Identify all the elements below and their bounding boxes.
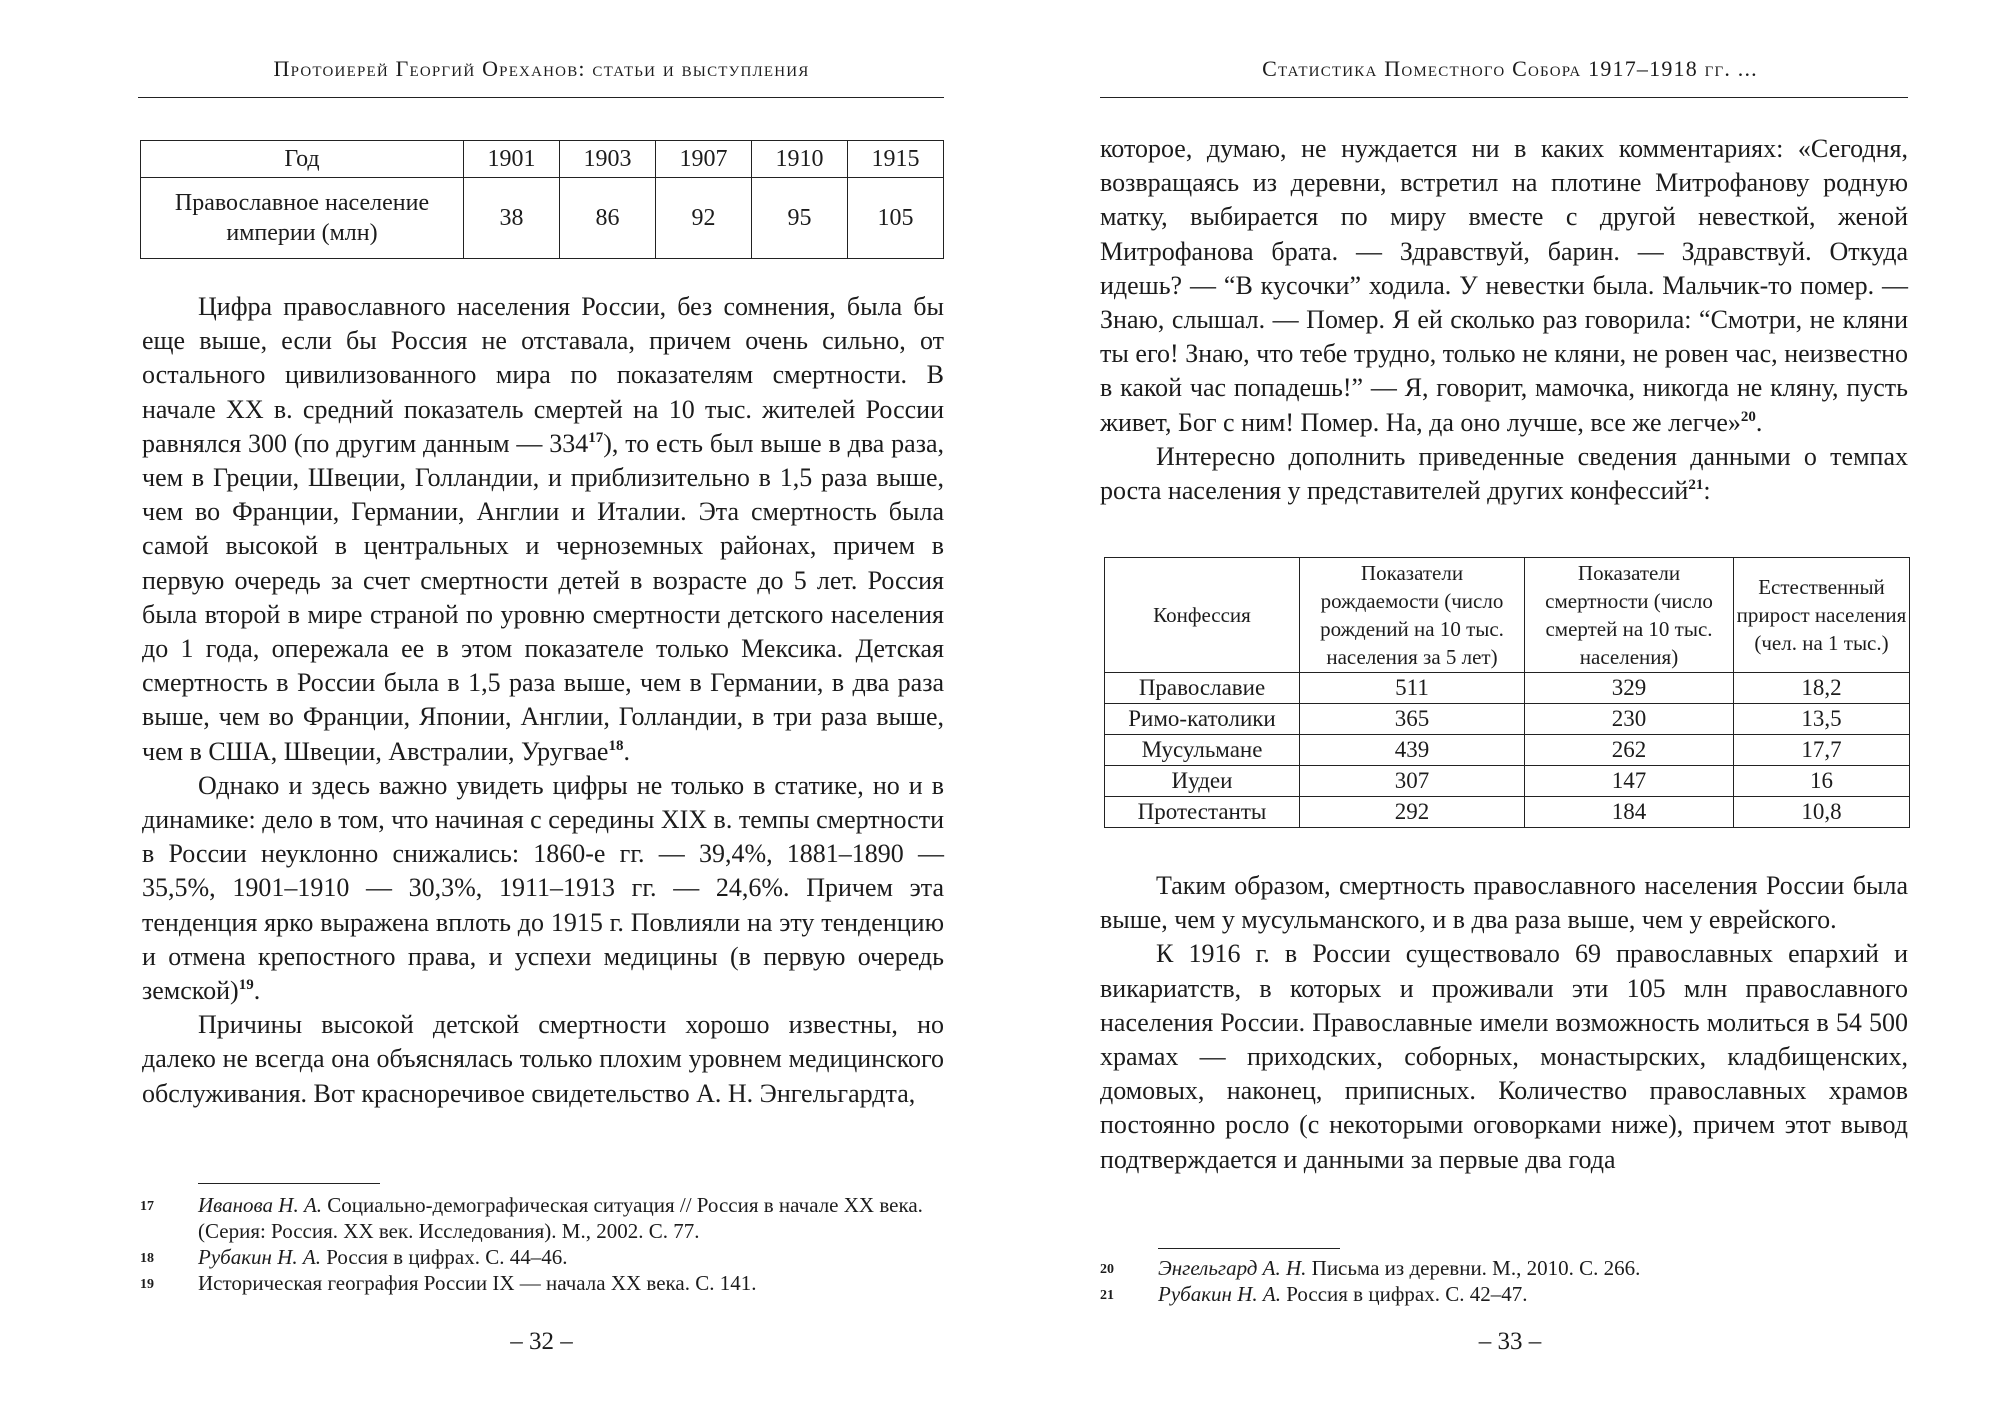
growth-cell: 10,8 [1734, 797, 1910, 828]
page-number: – 33 – [1478, 1328, 1542, 1355]
value-cell: 92 [656, 178, 752, 259]
main-text [1100, 132, 1908, 508]
footnote: 19 Историческая география России IX — начала XX века. С. 141. [140, 1270, 950, 1296]
paragraph: Однако и здесь важно увидеть цифры не только в статике, но и в динамике: дело в том, что начиная с середины XIX в. темпы смертности в России неуклонно снижались: 1860-е гг. — 39,4%, 1881–1890 — 35,5%, 1901–1910 — 30,3%, 1911–1913 гг. — 24,6%. Причем эта тенденция ярко выражена вплоть до 1915 г. Повлияли на эту тенденцию и отмена крепостного права, и успехи медицины (в первую очередь земской)$^{19}$. [142, 770, 944, 1006]
paragraph: Интересно дополнить приведенные сведения данными о темпах роста населения у представителей других конфессий$^{21}$: [1100, 441, 1908, 506]
header-cell: Показатели рождаемости (число рождений на 10 тыс. населения за 5 лет) [1300, 558, 1525, 673]
year-cell: 1903 [560, 141, 656, 178]
footnote: 17 Иванова Н. А. Социально-демографическая ситуация // Россия в начале XX века. (Серия: Россия. XX век. Исследования). М., 2002. С. 77. [140, 1193, 923, 1243]
footnotes [1100, 1255, 1910, 1307]
running-head: Протоиерей Георгий Ореханов: статьи и выступления [273, 56, 810, 81]
deaths-cell: 230 [1525, 704, 1734, 735]
population-table [140, 140, 944, 259]
footnote-rule [1158, 1248, 1340, 1249]
value-cell: 86 [560, 178, 656, 259]
footnote-number: 21 [1100, 1288, 1114, 1303]
footnote-ref[interactable]: 17 [588, 429, 604, 446]
paragraph: которое, думаю, не нуждается ни в каких комментариях: «Сегодня, возвращаясь из деревни, встретил на плотине Митрофанову родную матку, выбирается по миру вместе с другой невесткой, женой Митрофанова брата. — Здравствуй, барин. — Здравствуй. Откуда идешь? — “В кусочки” ходила. У невестки была. Мальчик-то помер. — Знаю, слышал. — Помер. Я ей сколько раз говорила: “Смотри, не кляни ты его! Знаю, что тебе трудно, только не кляни, не ровен час, неизвестно в какой час попадешь!” — Я, говорит, мамочка, никогда не кляну, пусть живет, Бог с ним! Помер. На, да оно лучше, все же легче»$^{20}$. [1100, 134, 1908, 437]
running-head: Статистика Поместного Собора 1917–1918 гг. ... [1262, 56, 1758, 81]
header-cell: Естественный прирост населения (чел. на 1 тыс.) [1734, 558, 1910, 673]
growth-cell: 18,2 [1734, 673, 1910, 704]
confession-cell: Протестанты [1105, 797, 1300, 828]
header-rule [138, 97, 944, 98]
year-cell: 1910 [752, 141, 848, 178]
confession-cell: Римо-католики [1105, 704, 1300, 735]
confession-cell: Православие [1105, 673, 1300, 704]
births-cell: 307 [1300, 766, 1525, 797]
table-header-row [141, 141, 944, 178]
footnote-number: 20 [1100, 1262, 1114, 1277]
header-cell: Год [141, 141, 464, 178]
year-cell: 1907 [656, 141, 752, 178]
deaths-cell: 184 [1525, 797, 1734, 828]
footnotes [140, 1192, 950, 1296]
footnote-ref[interactable]: 18 [608, 737, 624, 754]
table-row [1105, 673, 1910, 704]
table-row [1105, 735, 1910, 766]
paragraph: Причины высокой детской смертности хорошо известны, но далеко не всегда она объяснялась только плохим уровнем медицинского обслуживания. Вот красноречивое свидетельство А. Н. Энгельгардта, [142, 1010, 944, 1108]
table-header-row [1105, 558, 1910, 673]
header-rule [1100, 97, 1908, 98]
footnote-rule [198, 1183, 380, 1184]
value-cell: 38 [464, 178, 560, 259]
page-number: – 32 – [510, 1328, 573, 1355]
value-cell: 105 [848, 178, 944, 259]
births-cell: 365 [1300, 704, 1525, 735]
footnote: 20 Энгельгард А. Н. Письма из деревни. М., 2010. С. 266. [1100, 1255, 1910, 1281]
header-cell: Показатели смертности (число смертей на 10 тыс. населения) [1525, 558, 1734, 673]
header-cell: Конфессия [1105, 558, 1300, 673]
footnote: 21 Рубакин Н. А. Россия в цифрах. С. 42–47. [1100, 1281, 1910, 1307]
confession-cell: Мусульмане [1105, 735, 1300, 766]
year-cell: 1901 [464, 141, 560, 178]
confession-cell: Иудеи [1105, 766, 1300, 797]
deaths-cell: 262 [1525, 735, 1734, 766]
paragraph: Цифра православного населения России, без сомнения, была бы еще выше, если бы Россия не отставала, причем очень сильно, от остального цивилизованного мира по показателям смертности. В начале XX в. средний показатель смертей на 10 тыс. жителей России равнялся 300 (по другим данным — $334^{17}$), то есть был выше в два раза, чем в Греции, Швеции, Голландии, и приблизительно в 1,5 раза выше, чем во Франции, Германии, Англии и Италии. Эта смертность была самой высокой в центральных и черноземных районах, причем в первую очередь за счет смертности детей в возрасте до 5 лет. Россия была второй в мире страной по уровню смертности детского населения до 1 года, опережала ее в этом показателе только Мексика. Детская смертность в России была в 1,5 раза выше, чем в Германии, в два раза выше, чем во Франции, Японии, Англии, Голландии, в три раза выше, чем в США, Швеции, Австралии, Уругвае$^{18}$. [142, 292, 944, 766]
table-row [1105, 704, 1910, 735]
births-cell: 511 [1300, 673, 1525, 704]
value-cell: 95 [752, 178, 848, 259]
table-row [1105, 797, 1910, 828]
paragraph: Таким образом, смертность православного населения России была выше, чем у мусульманского, и в два раза выше, чем у еврейского. [1100, 871, 1908, 935]
footnote-ref[interactable]: 19 [238, 977, 254, 994]
main-text [142, 290, 944, 1111]
footnote: 18 Рубакин Н. А. Россия в цифрах. С. 44–46. [140, 1244, 950, 1270]
table-row [141, 178, 944, 259]
footnote-number: 18 [140, 1251, 154, 1266]
births-cell: 439 [1300, 735, 1525, 766]
footnote-number: 17 [140, 1199, 154, 1214]
main-text [1100, 869, 1908, 1177]
growth-cell: 13,5 [1734, 704, 1910, 735]
deaths-cell: 147 [1525, 766, 1734, 797]
deaths-cell: 329 [1525, 673, 1734, 704]
footnote-number: 19 [140, 1277, 154, 1292]
growth-cell: 16 [1734, 766, 1910, 797]
births-cell: 292 [1300, 797, 1525, 828]
table-row [1105, 766, 1910, 797]
confession-table [1104, 557, 1910, 828]
right-page [1000, 0, 2000, 1428]
footnote-ref[interactable]: 21 [1688, 477, 1704, 494]
growth-cell: 17,7 [1734, 735, 1910, 766]
footnote-ref[interactable]: 20 [1740, 408, 1756, 425]
paragraph: К 1916 г. в России существовало 69 православных епархий и викариатств, в которых и проживали эти 105 млн православного населения России. Православные имели возможность молиться в 54 500 храмах — приходских, соборных, монастырских, кладбищенских, домовых, наконец, приписных. Количество православных храмов постоянно росло (с некоторыми оговорками ниже), причем этот вывод подтверждается и данными за первые два года [1100, 939, 1908, 1174]
year-cell: 1915 [848, 141, 944, 178]
row-label-cell: Православное население империи (млн) [141, 178, 464, 259]
